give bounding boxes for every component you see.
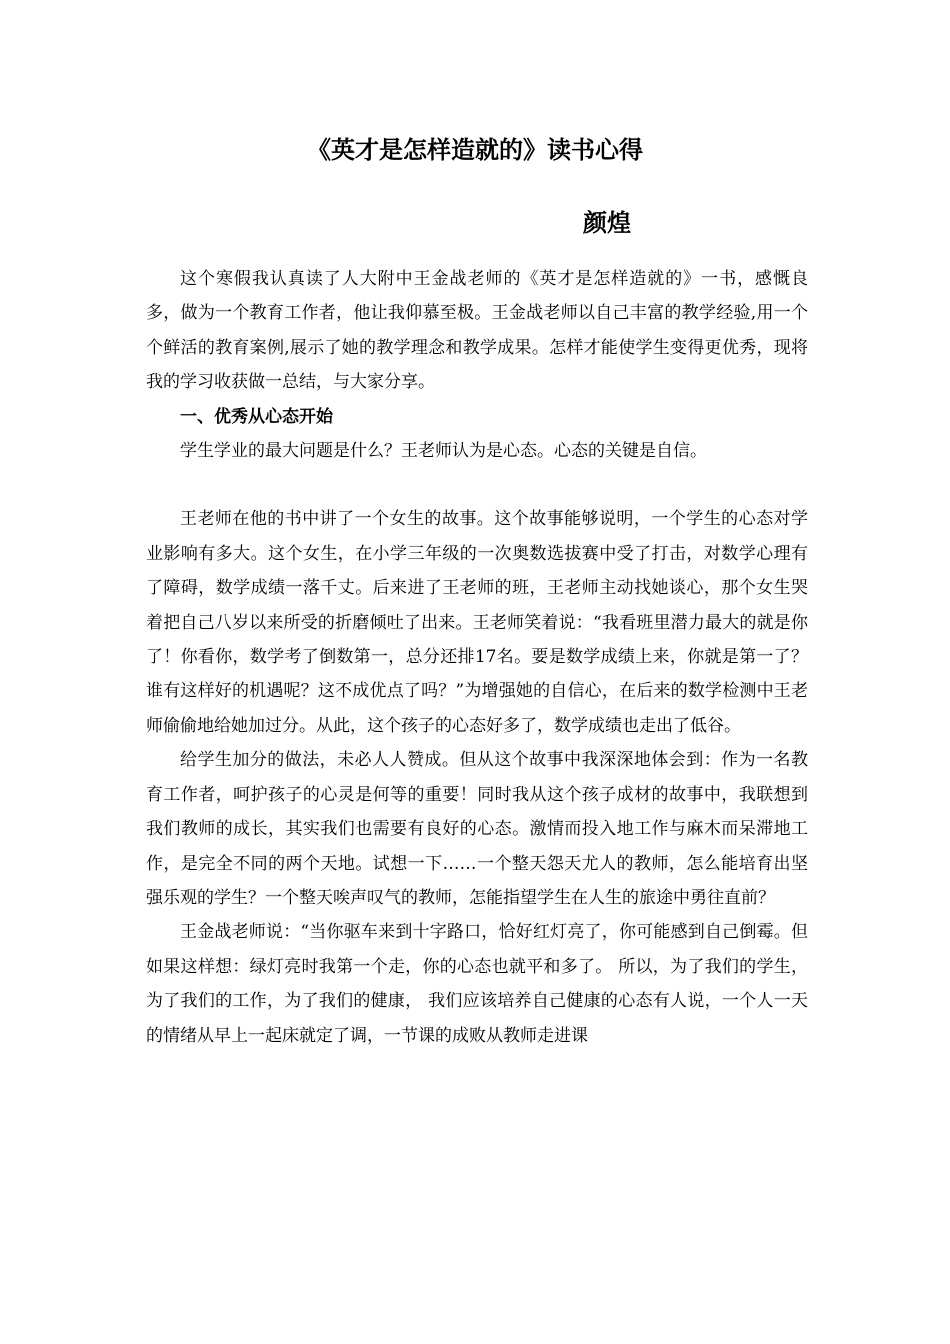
document-title: 《英才是怎样造就的》读书心得 xyxy=(307,135,643,164)
paragraph-reflection: 给学生加分的做法，未必人人赞成。但从这个故事中我深深地体会到：作为一名教育工作者，呵护孩子的心灵是何等的重要！同时我从这个孩子成材的故事中，我联想到我们教师的成长，其实我们也需要有良好的心态。激情而投入地工作与麻木而呆滞地工作，是完全不同的两个天地。试想一下……一个整天怨天尤人的教师，怎么能培育出坚强乐观的学生？一个整天唉声叹气的教师，怎能指望学生在人生的旅途中勇往直前？ xyxy=(146,750,808,908)
document-author: 颜煌 xyxy=(583,208,631,237)
paragraph-question: 学生学业的最大问题是什么？王老师认为是心态。心态的关键是自信。 xyxy=(180,441,707,462)
document-body xyxy=(146,262,808,1053)
paragraph-quote: 王金战老师说：“当你驱车来到十字路口，恰好红灯亮了，你可能感到自己倒霉。但如果这样想：绿灯亮时我第一个走，你的心态也就平和多了。 所以，为了我们的学生，为了我们的工作，为了我们的健康， 我们应该培养自己健康的心态有人说，一个人一天的情绪从早上一起床就定了调，一节课的成败从教师走进课 xyxy=(146,922,808,1046)
section-heading: 一、优秀从心态开始 xyxy=(180,406,333,427)
paragraph-intro: 这个寒假我认真读了人大附中王金战老师的《英才是怎样造就的》一书，感慨良多，做为一个教育工作者，他让我仰慕至极。王金战老师以自己丰富的教学经验,用一个个鲜活的教育案例,展示了她的教学理念和教学成果。怎样才能使学生变得更优秀，现将我的学习收获做一总结，与大家分享。 xyxy=(146,269,808,393)
paragraph-gap xyxy=(146,468,808,502)
paragraph-story: 王老师在他的书中讲了一个女生的故事。这个故事能够说明，一个学生的心态对学业影响有多大。这个女生，在小学三年级的一次奥数选拔赛中受了打击，对数学心理有了障碍，数学成绩一落千丈。后来进了王老师的班，王老师主动找她谈心，那个女生哭着把自己八岁以来所受的折磨倾吐了出来。王老师笑着说：“我看班里潜力最大的就是你了！你看你，数学考了倒数第一，总分还排17名。要是数学成绩上来，你就是第一了？谁有这样好的机遇呢？这不成优点了吗？”为增强她的自信心，在后来的数学检测中王老师偷偷地给她加过分。从此，这个孩子的心态好多了，数学成绩也走出了低谷。 xyxy=(146,509,808,736)
